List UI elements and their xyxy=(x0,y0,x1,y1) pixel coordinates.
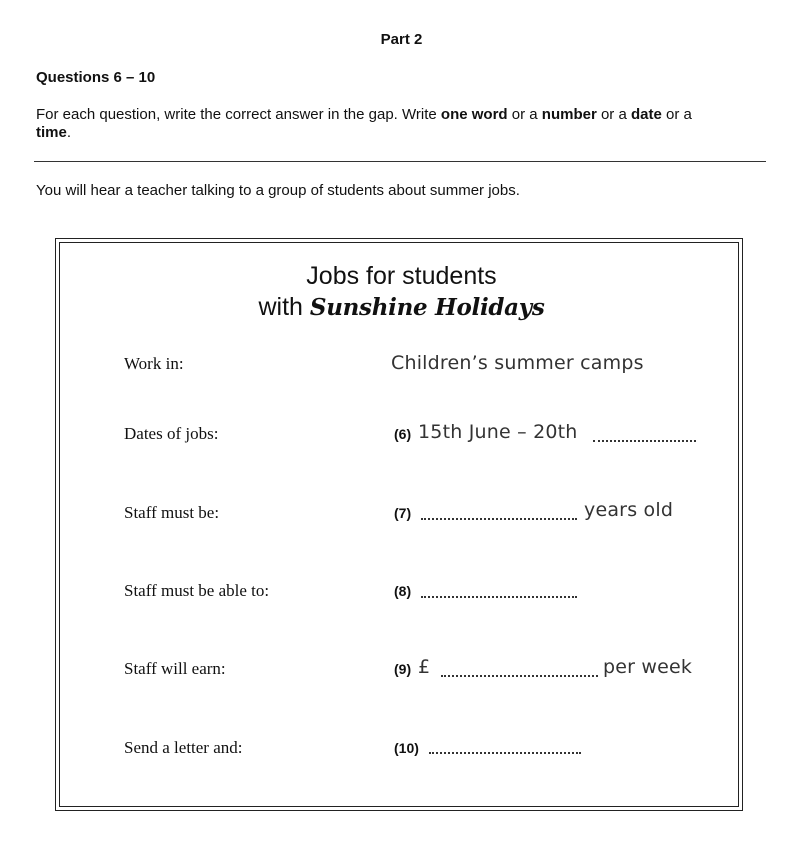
label-send-a-letter-and: Send a letter and: xyxy=(124,738,243,757)
answer-work-in: Children’s summer camps xyxy=(391,352,644,374)
instructions-time: time xyxy=(36,124,67,141)
question-8-answer-gap[interactable] xyxy=(421,596,577,598)
label-staff-must-be: Staff must be: xyxy=(124,503,220,522)
question-6-number: (6) xyxy=(394,426,412,442)
question-9-currency: £ xyxy=(418,656,431,678)
question-9-answer-gap[interactable] xyxy=(441,675,598,677)
instructions-text: . xyxy=(66,124,72,141)
questions-heading: Questions 6 – 10 xyxy=(36,69,156,86)
question-8-number: (8) xyxy=(394,583,412,599)
question-9-suffix: per week xyxy=(603,656,693,678)
question-6-answer-gap[interactable] xyxy=(593,440,696,442)
question-7-number: (7) xyxy=(394,505,412,521)
question-9-number: (9) xyxy=(394,661,412,677)
instructions-text: For each question, write the correct answer in the gap. Write xyxy=(36,106,441,123)
instructions-text: or a xyxy=(596,106,631,123)
label-staff-must-be-able-to: Staff must be able to: xyxy=(124,581,270,600)
question-10-answer-gap[interactable] xyxy=(429,752,581,754)
intro-text: You will hear a teacher talking to a group of students about summer jobs. xyxy=(36,182,520,199)
instructions-number: number xyxy=(541,106,597,123)
label-dates-of-jobs: Dates of jobs: xyxy=(124,424,219,443)
question-6-prefix: 15th June – 20th xyxy=(418,421,578,443)
instructions-text: or a xyxy=(507,106,542,123)
form-subtitle xyxy=(0,293,803,322)
divider xyxy=(34,161,766,162)
question-7-suffix: years old xyxy=(584,499,674,521)
brand-name: Sunshine Holidays xyxy=(309,294,545,321)
label-staff-will-earn: Staff will earn: xyxy=(124,659,226,678)
notes-form-inner-border xyxy=(59,242,739,807)
form-title: Jobs for students xyxy=(306,262,497,290)
part-title: Part 2 xyxy=(380,31,423,48)
label-work-in: Work in: xyxy=(124,354,184,373)
instructions-date: date xyxy=(630,106,662,123)
instructions xyxy=(36,106,756,142)
instructions-one-word: one word xyxy=(440,106,508,123)
form-subtitle-with: with xyxy=(258,293,310,321)
question-10-number: (10) xyxy=(394,740,419,756)
instructions-text: or a xyxy=(661,106,692,123)
notes-form xyxy=(55,238,743,811)
question-7-answer-gap[interactable] xyxy=(421,518,577,520)
